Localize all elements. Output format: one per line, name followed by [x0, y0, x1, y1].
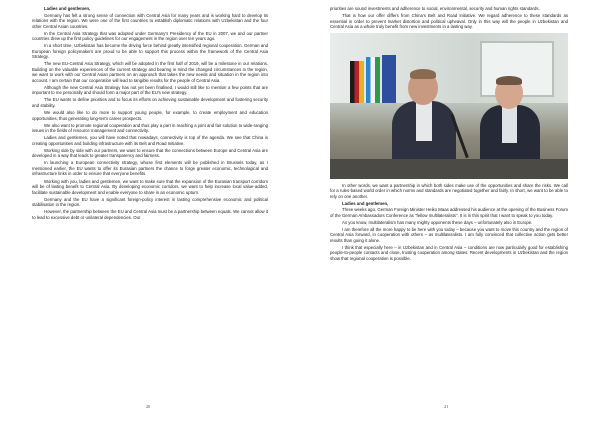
- right-heading: Ladies and gentlemen,: [342, 200, 389, 206]
- paragraph: The EU wants to define priorities and to focus its efforts on achieving sustainable development and fostering security and stability.: [32, 97, 268, 108]
- paragraph: Working side by side with our partners, we want to ensure that the connections between Europe and Central Asia are developed in a way that leads to greater transparency and fairness.: [32, 147, 268, 159]
- paragraph: As you know, multilateralism has many mighty opponents these days – unfortunately also in Europe.: [342, 219, 533, 225]
- paragraph: In the Central Asia Strategy that was adopted under Germany's Presidency of the EU in 2007, we and our partner countries drew up the first policy guidelines for our engagement in the region over ten years ago.: [32, 30, 268, 42]
- paragraph: I am therefore all the more happy to be here with you today – because you want to move this country and the region of Central Asia forward, in cooperation with others – as multilateralists. I am fully convinced that collective action gets better results than going it alone.: [330, 226, 568, 243]
- page-number-left: 20: [146, 404, 151, 409]
- paragraph: Although the new Central Asia Strategy has not yet been finalised, I would still like to mention a few points that are important to me personally and should form a major part of the EU's new strategy.: [32, 84, 268, 96]
- paragraph: Germany and the EU have a significant foreign-policy interest in lasting comprehensive economic and political stabilisation in the region.: [32, 196, 268, 208]
- left-heading: Ladies and gentlemen,: [44, 6, 91, 11]
- paragraph: Working with you, ladies and gentlemen, we want to make sure that the expansion of the Eurasian transport corridors will be of lasting benefit to Central Asia. By developing economic corridors, we want to help increase local value-added, facilitate sustainable development and enable everyone to share in an economic upturn.: [32, 178, 268, 195]
- podium-desk: [330, 159, 568, 179]
- paragraph: In other words, we want a partnership in which both sides make use of the opportunities and share the risks. We call for a rules-based world order in which norms and standards are negotiated together and fairly. In short, we want to be able to rely on one another.: [330, 182, 568, 199]
- left-text-column: [32, 6, 268, 222]
- conference-photo: [330, 33, 568, 179]
- page-number-right: 21: [444, 404, 449, 409]
- paragraph: In launching a European connectivity strategy, whose first elements will be published in Brussels today, as I mentioned earlier, the EU wants to offer its Eurasian partners the chance to forge greater economic, technological and infrastructure links in order to ensure that everyone benefits.: [32, 160, 268, 177]
- paragraph: However, the partnership between the EU and Central Asia must be a partnership between equals. We cannot allow it to lead to excessive debt or unilateral dependencies. Our: [32, 209, 268, 220]
- right-text-column: [330, 6, 568, 263]
- paragraph: The new EU-Central Asia Strategy, which will be adopted in the first half of 2019, will be a milestone in our relations. Building on the valuable experiences of the current strategy and bearing in mind the changed circumstances in the region, we want to work with our Central Asian partners on an approach that takes the new needs and situation in the region into account. I am certain that our cooperation will lead to tangible results for the people of Central Asia.: [32, 61, 268, 83]
- right-page: [300, 0, 600, 424]
- paragraph: Ladies and gentlemen, you will have noted that nowadays, connectivity is top of the agenda. We see that China is creating opportunities and building infrastructure with its Belt and Road Initiative.: [32, 135, 268, 146]
- german-flag: [350, 61, 364, 103]
- paragraph: That is how our offer differs from China's Belt and Road Initiative. We regard adherence to these standards as essential in order to prevent market distortion and political upheaval. Only in this way will the people in Uzbekistan and Central Asia as a whole truly benefit from new investments in a lasting way.: [330, 13, 568, 30]
- paragraph: We also want to promote regional cooperation and thus play a part in reaching a joint and fair solution to wide-ranging issues in the fields of resource management and connectivity.: [32, 122, 268, 134]
- paragraph: I think that especially here – in Uzbekistan and in Central Asia – conditions are now particularly good for establishing people-to-people contacts and close, trusting cooperation among states. Recent developments in Uzbekistan and the region show that regional cooperation is possible.: [330, 244, 568, 261]
- paragraph: Germany has felt a strong sense of connection with Central Asia for many years and is working hard to develop its relations with the region. We were one of the first countries to establish diplomatic relations with Uzbekistan and the four other Central Asian countries.: [32, 12, 268, 29]
- paragraph: We would also like to do more to support young people, for example, to create employment and education opportunities, thus generating long-term career prospects.: [32, 110, 268, 121]
- paragraph: In a short time, Uzbekistan has become the driving force behind greatly intensified regional cooperation. German and European foreign policymakers are proud to be able to support this process within the framework of the Central Asia Strategy.: [32, 43, 268, 60]
- uzbek-flag: [366, 57, 380, 103]
- paragraph: Three weeks ago, German Foreign Minister Heiko Maas addressed his audience at the opening of the Business Forum of the German Ambassadors Conference as "fellow multilateralists". It is in this spirit that I want to speak to you today.: [330, 207, 568, 218]
- paragraph: priorities are sound investments and adherence to social, environmental, security and human rights standards.: [330, 6, 540, 11]
